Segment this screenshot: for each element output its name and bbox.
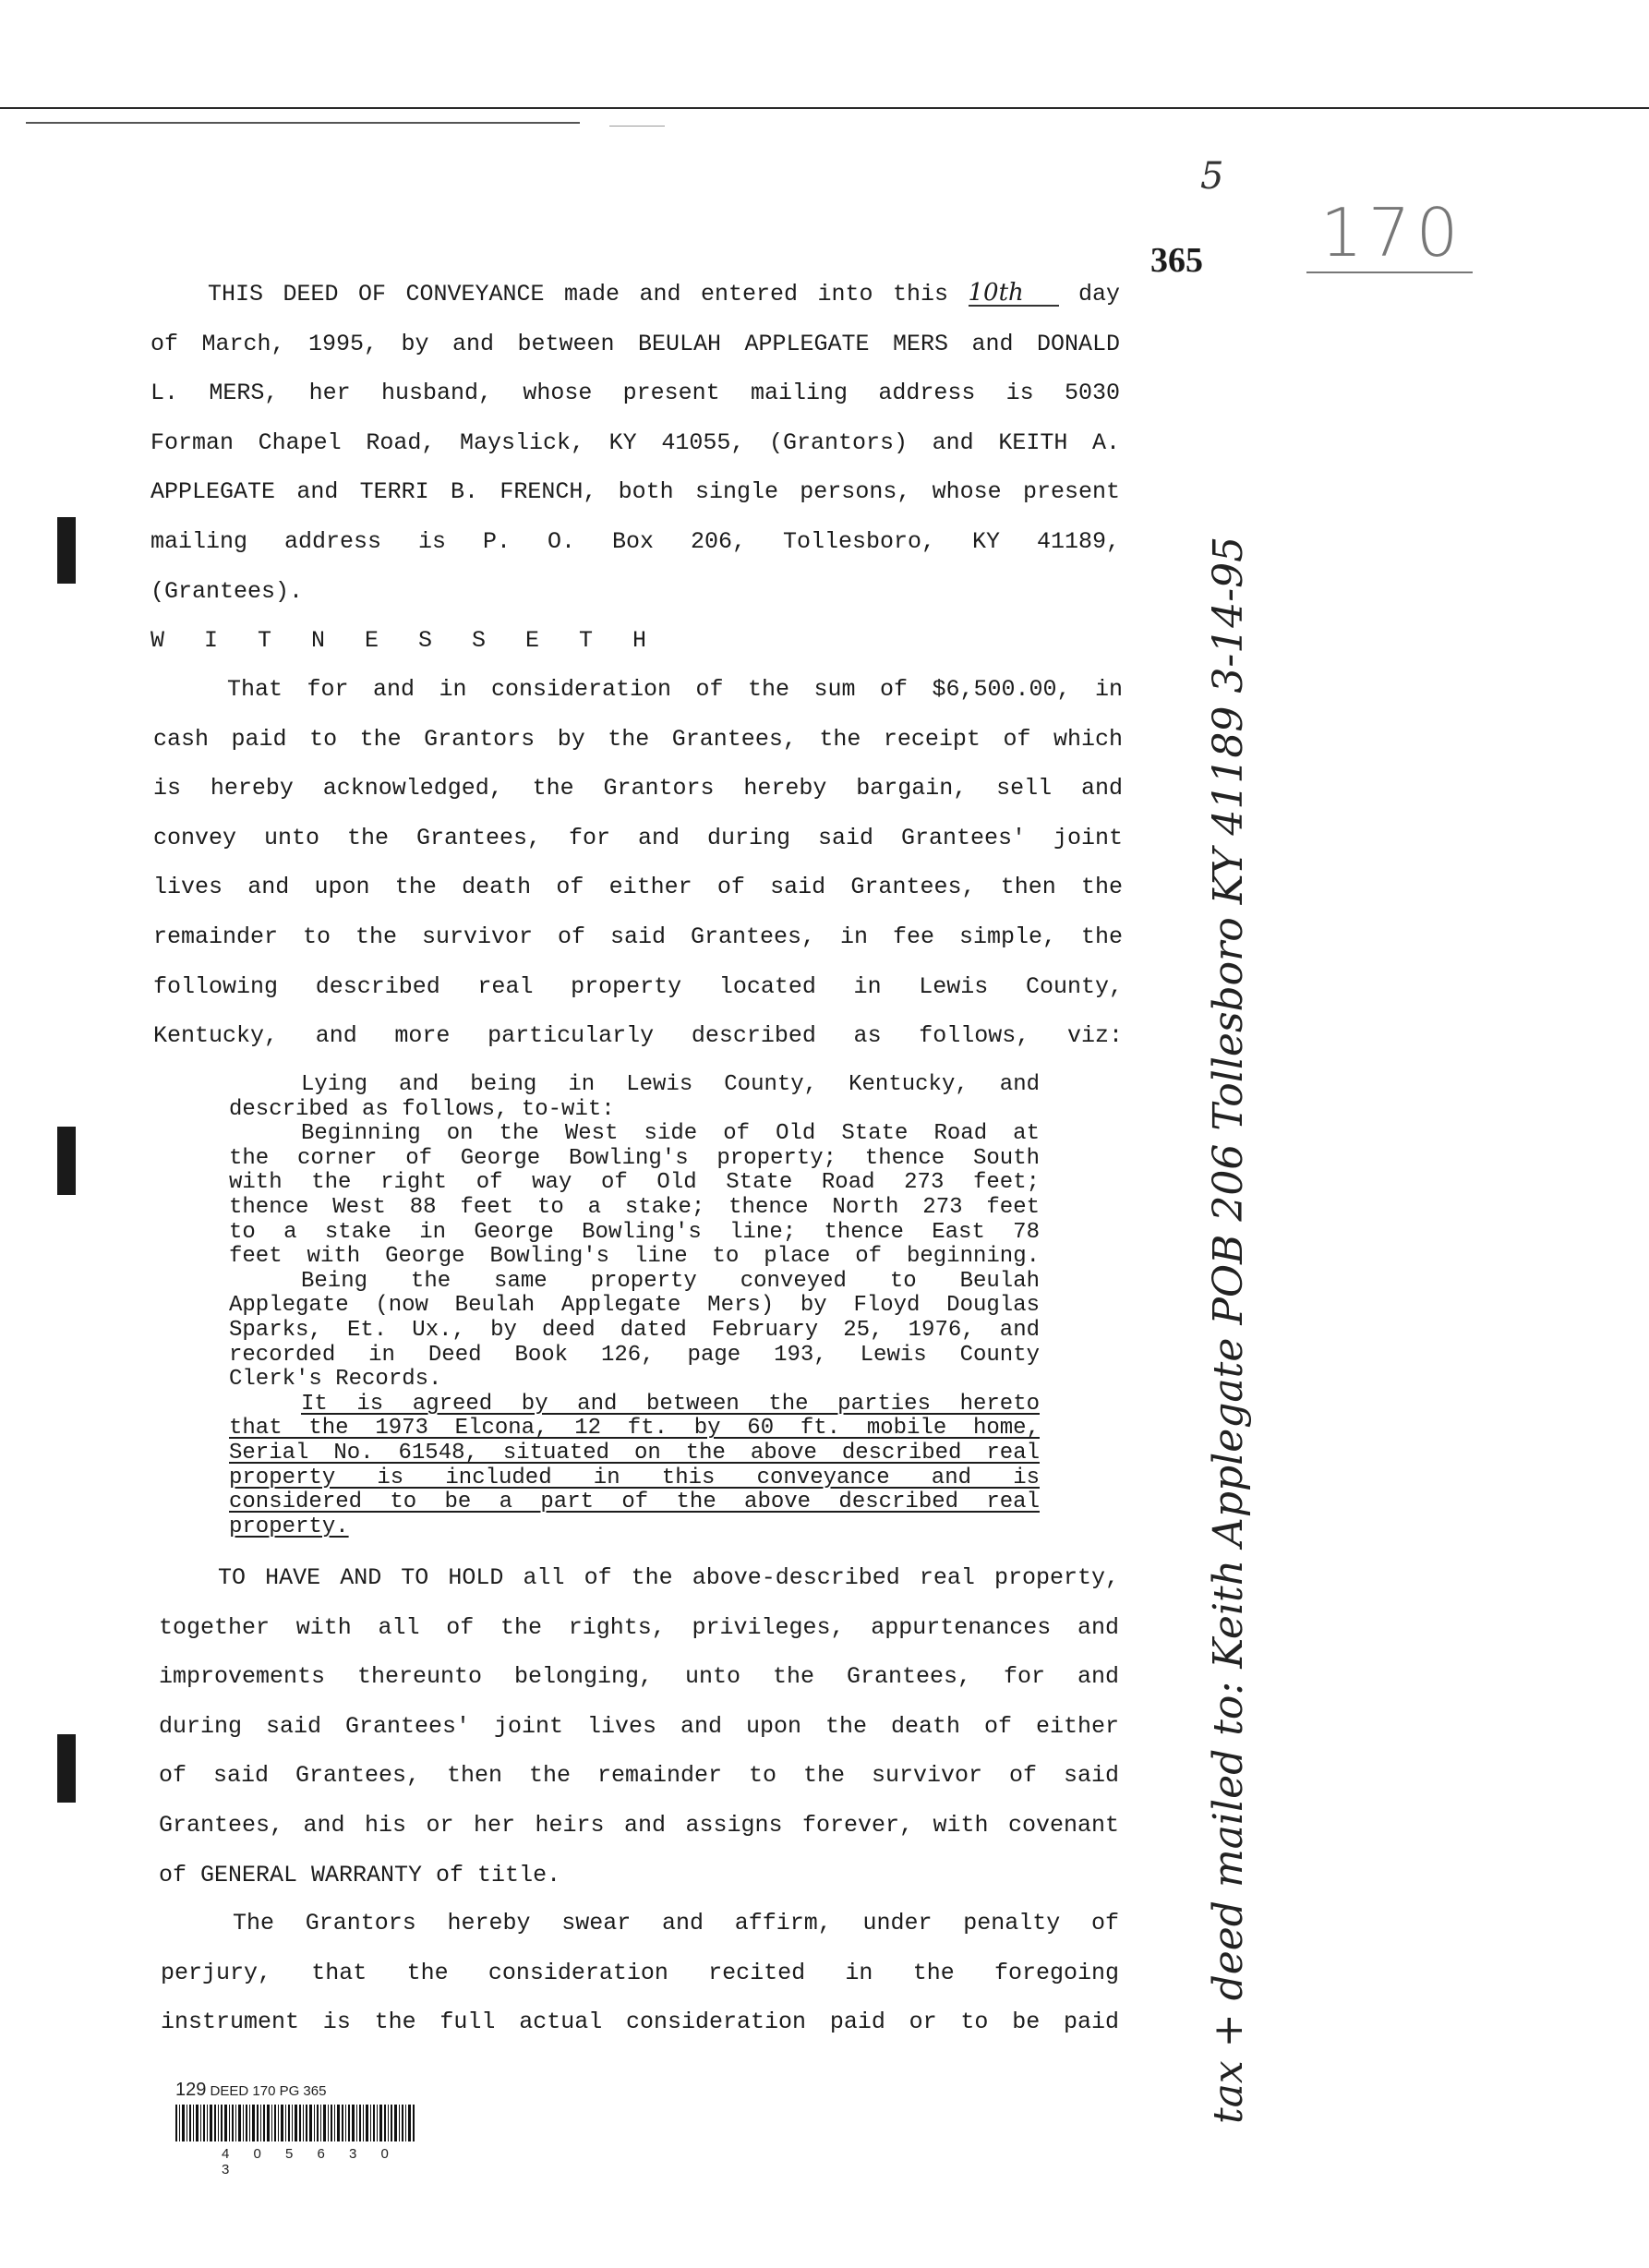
recording-stamp: [175, 2080, 425, 2178]
paragraph-line: [150, 270, 1120, 320]
paragraph-line: following described real property located in Lewis County,: [153, 972, 1123, 1000]
witnesseth-title: W I T N E S S E T H: [150, 627, 660, 655]
affirmation-paragraph: [161, 1899, 1119, 2047]
description-line: Lying and being in Lewis County, Kentucky, and: [301, 1072, 1040, 1097]
paragraph-line: Grantees, and his or her heirs and assigns forever, with covenant: [159, 1811, 1119, 1839]
scan-punch-mark: [57, 517, 76, 584]
book-number: 170: [1320, 194, 1464, 271]
paragraph-line: (Grantees).: [150, 577, 304, 605]
scan-punch-mark: [57, 1734, 76, 1803]
scan-top-margin: [0, 0, 1649, 109]
paragraph-line: Kentucky, and more particularly described as follows, viz:: [153, 1022, 1123, 1050]
paragraph-line: during said Grantees' joint lives and upon the death of either: [159, 1712, 1119, 1740]
scan-edge-line: [609, 126, 665, 127]
paragraph-line: The Grantors hereby swear and affirm, under penalty of: [233, 1910, 1119, 1936]
paragraph-line: improvements thereunto belonging, unto the Grantees, for and: [159, 1663, 1119, 1691]
paragraph-line: cash paid to the Grantors by the Grantees, the receipt of which: [153, 725, 1123, 753]
mobile-home-clause-line: that the 1973 Elcona, 12 ft. by 60 ft. mobile home,: [229, 1416, 1040, 1442]
description-line: Applegate (now Beulah Applegate Mers) by Floyd Douglas: [229, 1293, 1040, 1319]
description-line: Clerk's Records.: [229, 1367, 442, 1393]
description-line: to a stake in George Bowling's line; thence East 78: [229, 1219, 1040, 1245]
paragraph-line: TO HAVE AND TO HOLD all of the above-described real property,: [218, 1564, 1119, 1591]
book-number-underline: [1306, 271, 1473, 273]
habendum-paragraph: [159, 1553, 1119, 1900]
paragraph-line: lives and upon the death of either of said Grantees, then the: [153, 874, 1123, 901]
paragraph-line: That for and in consideration of the sum of $6,500.00, in: [227, 676, 1123, 703]
mobile-home-clause-line: property.: [229, 1514, 349, 1539]
paragraph-line: mailing address is P. O. Box 206, Tollesboro, KY 41189,: [150, 527, 1120, 555]
scan-punch-mark: [57, 1127, 76, 1195]
paragraph-line: L. MERS, her husband, whose present mailing address is 5030: [150, 380, 1120, 407]
stamp-prefix: 129: [175, 2080, 207, 2100]
handwritten-mailing-note: tax + deed mailed to: Keith Applegate POB 206 Tollesboro KY 41189 3-14-95: [1205, 536, 1252, 2124]
mobile-home-clause-line: property is included in this conveyance and is: [229, 1465, 1040, 1490]
paragraph-line: of GENERAL WARRANTY of title.: [159, 1861, 561, 1888]
paragraph-line: of March, 1995, by and between BEULAH APPLEGATE MERS and DONALD: [150, 330, 1120, 357]
paragraph-line: is hereby acknowledged, the Grantors hereby bargain, sell and: [153, 775, 1123, 802]
paragraph-line: instrument is the full actual consideration paid or to be paid: [161, 2009, 1119, 2036]
opening-paragraph: [150, 270, 1120, 666]
paragraph-line: Forman Chapel Road, Mayslick, KY 41055, (Grantors) and KEITH A.: [150, 428, 1120, 456]
description-line: Sparks, Et. Ux., by deed dated February 25, 1976, and: [229, 1317, 1040, 1343]
consideration-paragraph: [153, 665, 1123, 1061]
mobile-home-clause-line: considered to be a part of the above described real: [229, 1490, 1040, 1515]
paragraph-line: APPLEGATE and TERRI B. FRENCH, both single persons, whose present: [150, 478, 1120, 506]
description-line: Being the same property conveyed to Beulah: [301, 1268, 1040, 1294]
description-line: recorded in Deed Book 126, page 193, Lewis County: [229, 1342, 1040, 1368]
paragraph-line: perjury, that the consideration recited in the foregoing: [161, 1959, 1119, 1986]
paragraph-line: remainder to the survivor of said Grantees, in fee simple, the: [153, 923, 1123, 950]
description-line: feet with George Bowling's line to place of beginning.: [229, 1244, 1040, 1270]
handwritten-date: 10th: [969, 281, 1059, 307]
scan-edge-line: [26, 122, 580, 124]
paragraph-line: together with all of the rights, privileges, appurtenances and: [159, 1613, 1119, 1641]
page-number: 365: [1150, 241, 1203, 280]
paragraph-line: of said Grantees, then the remainder to the survivor of said: [159, 1762, 1119, 1790]
description-line: with the right of way of Old State Road 273 feet;: [229, 1170, 1040, 1196]
property-description: [229, 1073, 1040, 1539]
paragraph-line: convey unto the Grantees, for and during said Grantees' joint: [153, 824, 1123, 851]
stamp-label: [175, 2080, 425, 2101]
line-text: THIS DEED OF CONVEYANCE made and entered into this: [208, 281, 948, 308]
description-line: described as follows, to-wit:: [229, 1096, 615, 1122]
mobile-home-clause-line: Serial No. 61548, situated on the above described real: [229, 1440, 1040, 1466]
mobile-home-clause-line: It is agreed by and between the parties hereto: [301, 1391, 1040, 1417]
description-line: the corner of George Bowling's property; thence South: [229, 1145, 1040, 1171]
description-line: thence West 88 feet to a stake; thence North 273 feet: [229, 1194, 1040, 1220]
barcode: [175, 2105, 415, 2141]
barcode-digits: 4 0 5 6 3 0 3: [222, 2146, 399, 2178]
handwritten-mark: 5: [1200, 155, 1224, 198]
description-line: Beginning on the West side of Old State Road at: [301, 1121, 1040, 1147]
stamp-book-page: DEED 170 PG 365: [210, 2083, 327, 2099]
line-text: day: [1078, 281, 1121, 308]
